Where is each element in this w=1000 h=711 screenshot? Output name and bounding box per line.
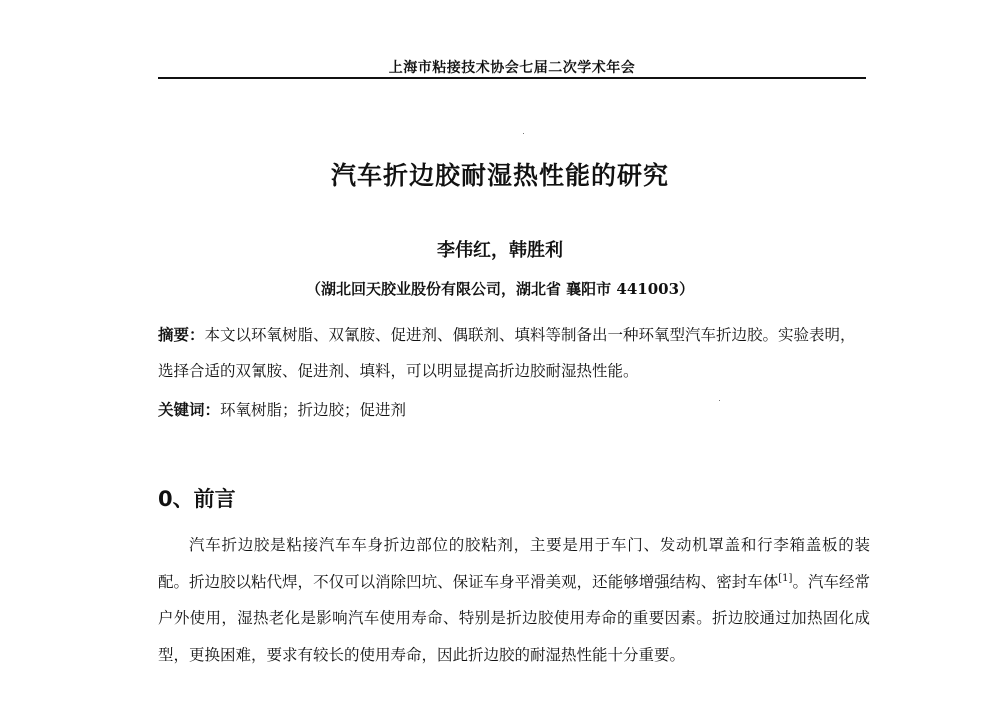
scan-speck bbox=[523, 133, 524, 134]
keywords-label: 关键词： bbox=[158, 401, 221, 419]
body-text-part2: 。汽车经常户外使用，湿热老化是影响汽车使用寿命、特别是折边胶使用寿命的重要因素。折边胶通过加热固化成型，更换困难，要求有较长的使用寿命，因此折边胶的耐湿热性能十分重要。 bbox=[158, 572, 870, 664]
body-paragraph bbox=[158, 527, 870, 673]
body-text-part1: 汽车折边胶是粘接汽车车身折边部位的胶粘剂，主要是用于车门、发动机罩盖和行李箱盖板的装配。折边胶以粘代焊，不仅可以消除凹坑、保证车身平滑美观，还能够增强结构、密封车体 bbox=[158, 536, 870, 591]
header-rule bbox=[158, 77, 866, 79]
paper-authors: 李伟红，韩胜利 bbox=[437, 240, 563, 261]
running-header: 上海市粘接技术协会七届二次学术年会 bbox=[388, 60, 636, 76]
abstract-label: 摘要： bbox=[158, 326, 205, 344]
paper-title: 汽车折边胶耐湿热性能的研究 bbox=[330, 161, 669, 190]
abstract bbox=[158, 317, 870, 389]
section-heading: 0、前言 bbox=[158, 487, 236, 511]
keywords-text: 环氧树脂；折边胶；促进剂 bbox=[220, 401, 407, 419]
abstract-text: 本文以环氧树脂、双氰胺、促进剂、偶联剂、填料等制备出一种环氧型汽车折边胶。实验表明，选择合适的双氰胺、促进剂、填料，可以明显提高折边胶耐湿热性能。 bbox=[158, 326, 856, 380]
paper-affiliation: （湖北回天胶业股份有限公司，湖北省 襄阳市 441003） bbox=[305, 280, 695, 298]
citation-ref: [1] bbox=[778, 572, 793, 584]
keywords bbox=[158, 398, 870, 422]
